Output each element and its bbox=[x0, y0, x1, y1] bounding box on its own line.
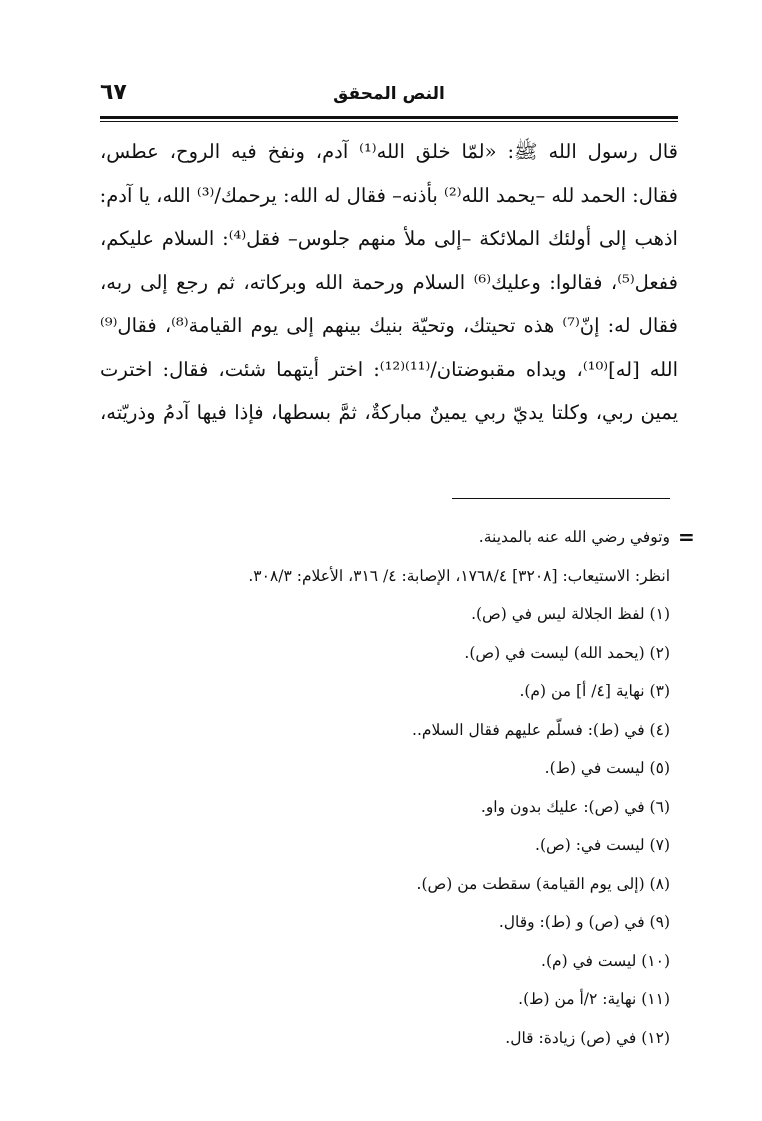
footnote-item: (٦) في (ص): عليك بدون واو. bbox=[480, 797, 670, 816]
footnote-item: (٥) ليست في (ط). bbox=[544, 759, 670, 777]
main-text-line: الله [له]⁽¹⁰⁾، ويداه مقبوضتان/⁽¹¹⁾⁽¹²⁾: اختر أيتهما شئت، فقال: اخترت bbox=[100, 357, 678, 381]
footnote-item: (٣) نهاية [٤/ أ] من (م). bbox=[519, 682, 670, 700]
header-rule-thin bbox=[100, 121, 678, 122]
main-text-line: اذهب إلى أولئك الملائكة –إلى ملأ منهم جلوس– فقل⁽⁴⁾: السلام عليكم، bbox=[100, 227, 678, 250]
footnote-separator bbox=[452, 498, 670, 499]
main-text-line: فقال: الحمد لله –يحمد الله⁽²⁾ بأذنه– فقال له الله: يرحمك/⁽³⁾ الله، يا آدم: bbox=[100, 183, 678, 207]
page-number: ٦٧ bbox=[100, 80, 127, 105]
footnotes-block bbox=[100, 520, 670, 1059]
footnote-item: (٢) (يحمد الله) ليست في (ص). bbox=[464, 643, 670, 662]
header-rule-thick bbox=[100, 116, 678, 119]
main-text-block bbox=[100, 130, 678, 435]
footnote-continuation-line: وتوفي رضي الله عنه بالمدينة. bbox=[478, 528, 670, 546]
running-title: النص المحقق bbox=[333, 84, 445, 104]
footnote-item: (٧) ليست في: (ص). bbox=[535, 836, 670, 854]
footnote-item: (١٠) ليست في (م). bbox=[541, 951, 670, 970]
footnote-continuation-mark: = bbox=[678, 525, 695, 549]
footnote-item: (٨) (إلى يوم القيامة) سقطت من (ص). bbox=[416, 874, 670, 893]
page-header bbox=[100, 78, 678, 112]
main-text-line: ففعل⁽⁵⁾، فقالوا: وعليك⁽⁶⁾ السلام ورحمة الله وبركاته، ثم رجع إلى ربه، bbox=[100, 270, 678, 294]
footnote-item: (١) لفظ الجلالة ليس في (ص). bbox=[471, 605, 670, 623]
footnote-continuation-line: انظر: الاستيعاب: [٣٢٠٨] ١٧٦٨/٤، الإصابة: ٤/ ٣١٦، الأعلام: ٣٠٨/٣. bbox=[248, 566, 670, 585]
footnote-item: (١٢) في (ص) زيادة: قال. bbox=[505, 1028, 670, 1047]
footnote-item: (٤) في (ط): فسلّم عليهم فقال السلام.. bbox=[412, 720, 670, 739]
footnote-item: (٩) في (ص) و (ط): وقال. bbox=[498, 913, 670, 931]
main-text-line: يمين ربي، وكلتا يديّ ربي يمينٌ مباركةٌ، ثمَّ بسطها، فإذا فيها آدمُ وذريّته، bbox=[100, 401, 678, 424]
main-text-line: قال رسول الله ﷺ: «لمّا خلق الله⁽¹⁾ آدم، ونفخ فيه الروح، عطس، bbox=[100, 140, 678, 163]
main-text-line: فقال له: إنّ⁽⁷⁾ هذه تحيتك، وتحيّة بنيك بينهم إلى يوم القيامة⁽⁸⁾، فقال⁽⁹⁾ bbox=[100, 314, 678, 337]
footnote-item: (١١) نهاية: ٢/أ من (ط). bbox=[518, 990, 670, 1008]
